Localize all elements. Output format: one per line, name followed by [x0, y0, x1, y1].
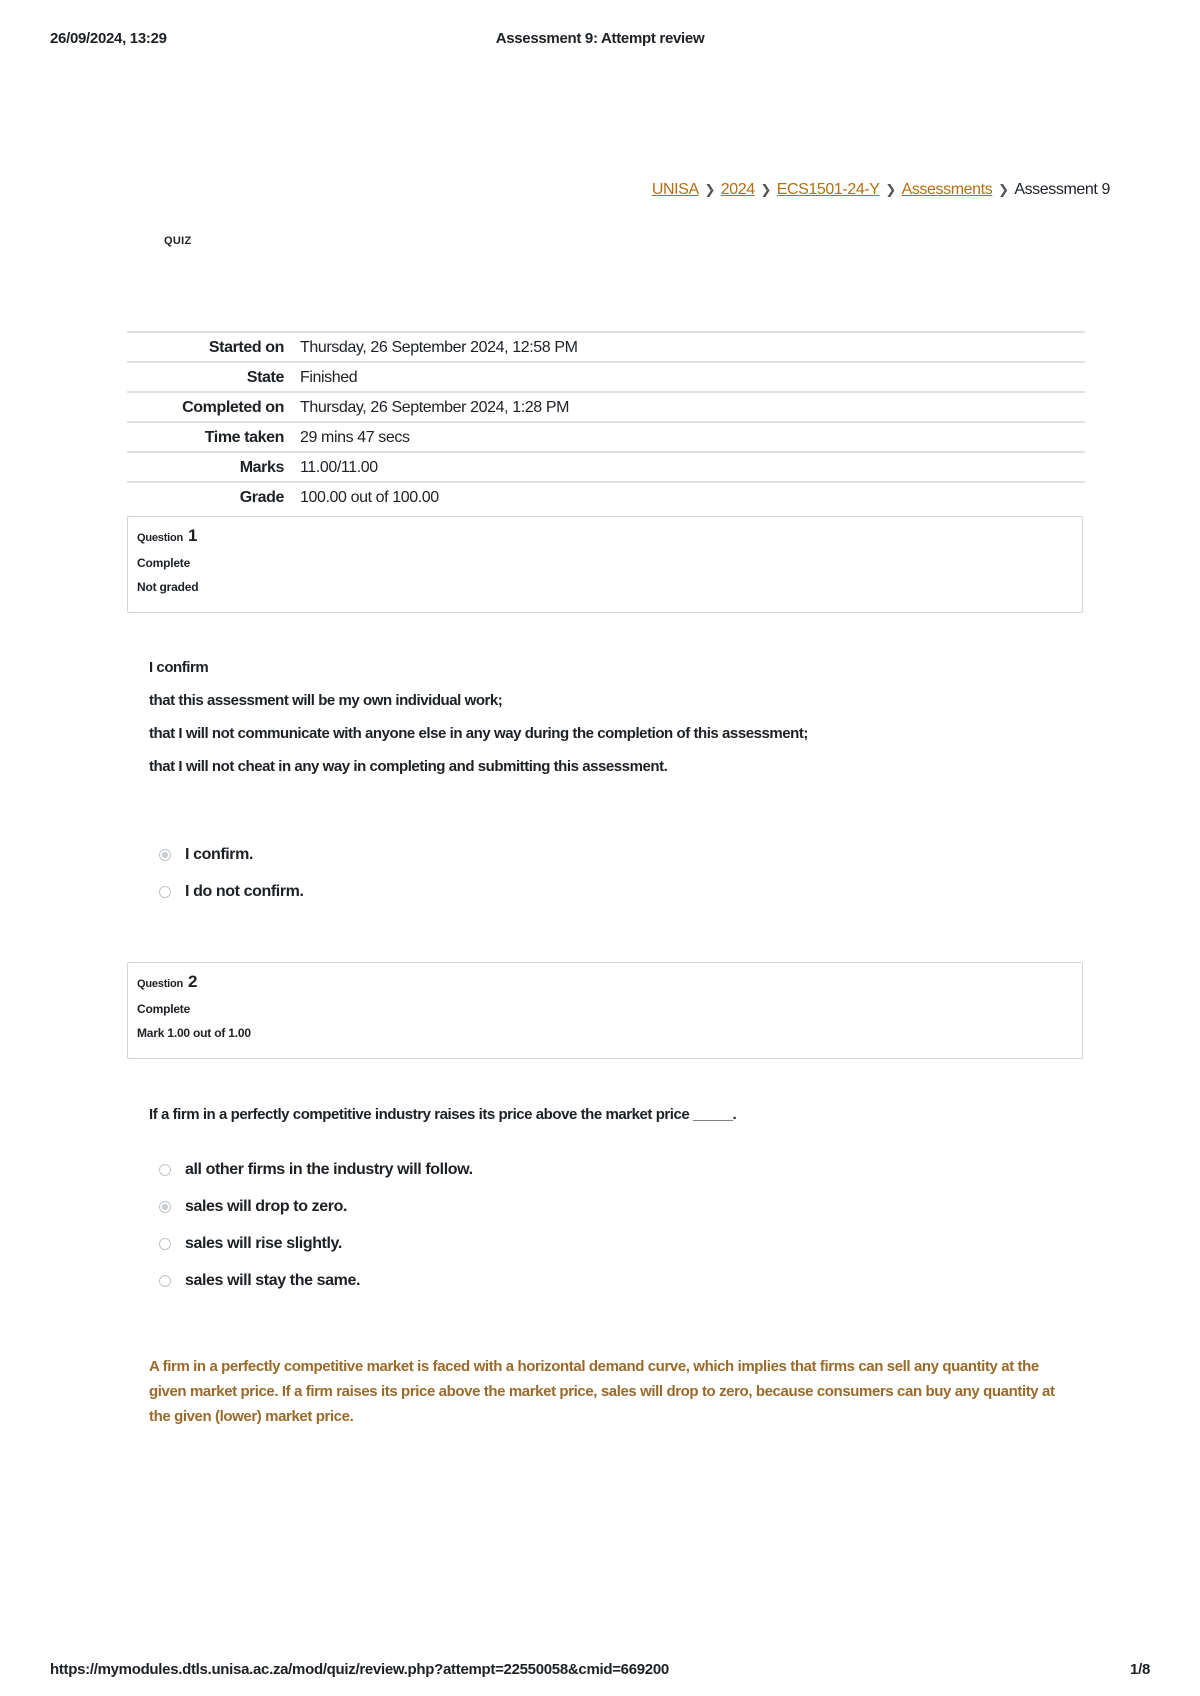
print-title: Assessment 9: Attempt review — [495, 30, 705, 47]
summary-row — [127, 452, 1085, 482]
question-2-info — [127, 962, 1083, 1059]
summary-label: Time taken — [127, 422, 300, 452]
breadcrumb-unisa[interactable]: UNISA — [651, 181, 699, 198]
answer-option[interactable] — [159, 1225, 473, 1262]
summary-value: Thursday, 26 September 2024, 12:58 PM — [300, 332, 1085, 362]
answer-label: sales will stay the same. — [185, 1271, 360, 1289]
answer-option[interactable] — [159, 873, 304, 910]
page-url: https://mymodules.dtls.unisa.ac.za/mod/quiz/review.php?attempt=22550058&cmid=669200 — [50, 1661, 669, 1678]
answer-label: sales will drop to zero. — [185, 1197, 347, 1215]
summary-label: Marks — [127, 452, 300, 482]
page-number: 1/8 — [1130, 1661, 1150, 1678]
summary-row — [127, 332, 1085, 362]
question-1-info — [127, 516, 1083, 613]
summary-label: State — [127, 362, 300, 392]
summary-row — [127, 392, 1085, 422]
question-number: Question 2 — [137, 972, 198, 991]
answer-label: all other firms in the industry will follow. — [185, 1160, 473, 1178]
summary-row — [127, 362, 1085, 392]
question-2-answers — [159, 1151, 473, 1299]
radio-button[interactable] — [159, 1275, 171, 1287]
radio-button[interactable] — [159, 1164, 171, 1176]
summary-value: Thursday, 26 September 2024, 1:28 PM — [300, 392, 1085, 422]
question-text-line: If a firm in a perfectly competitive industry raises its price above the market price _____. — [149, 1106, 737, 1123]
radio-button-selected[interactable] — [159, 849, 171, 861]
print-header — [50, 30, 1150, 50]
breadcrumb-current: Assessment 9 — [1014, 181, 1110, 198]
question-number: Question 1 — [137, 526, 198, 545]
chevron-right-icon: ❯ — [760, 182, 771, 197]
answer-option[interactable] — [159, 836, 304, 873]
question-status: Complete — [137, 1002, 191, 1016]
question-2-feedback: A firm in a perfectly competitive market is faced with a horizontal demand curve, which implies that firms can sell any quantity at the given market price. If a firm raises its price above the market price, sales will drop to zero, because consumers can buy any quantity at the given (lower) market price. — [149, 1358, 1055, 1425]
radio-button-selected[interactable] — [159, 1201, 171, 1213]
question-1-answers — [159, 836, 304, 910]
question-2-text — [149, 1106, 736, 1139]
summary-value: 29 mins 47 secs — [300, 422, 1085, 452]
question-text-line: I confirm — [149, 659, 209, 676]
summary-value: Finished — [300, 362, 1085, 392]
summary-label: Started on — [127, 332, 300, 362]
question-status: Complete — [137, 556, 191, 570]
question-1-text — [149, 659, 808, 791]
chevron-right-icon: ❯ — [885, 182, 896, 197]
summary-row — [127, 482, 1085, 511]
answer-option[interactable] — [159, 1151, 473, 1188]
answer-label: I confirm. — [185, 845, 254, 863]
quiz-label: QUIZ — [164, 235, 192, 247]
answer-label: sales will rise slightly. — [185, 1234, 342, 1252]
answer-option[interactable] — [159, 1262, 473, 1299]
radio-button[interactable] — [159, 886, 171, 898]
question-mark: Mark 1.00 out of 1.00 — [137, 1026, 251, 1040]
answer-label: I do not confirm. — [185, 882, 304, 900]
breadcrumb — [652, 181, 1110, 199]
question-text-line: that this assessment will be my own individual work; — [149, 692, 503, 709]
radio-button[interactable] — [159, 1238, 171, 1250]
print-datetime: 26/09/2024, 13:29 — [50, 30, 167, 47]
breadcrumb-assessments[interactable]: Assessments — [901, 181, 993, 198]
question-mark: Not graded — [137, 580, 199, 594]
answer-option[interactable] — [159, 1188, 473, 1225]
summary-value: 11.00/11.00 — [300, 452, 1085, 482]
chevron-right-icon: ❯ — [998, 182, 1009, 197]
summary-value: 100.00 out of 100.00 — [300, 482, 1085, 511]
summary-row — [127, 422, 1085, 452]
question-text-line: that I will not communicate with anyone else in any way during the completion of this assessment; — [149, 725, 808, 742]
question-text-line: that I will not cheat in any way in completing and submitting this assessment. — [149, 758, 668, 775]
attempt-summary-table — [127, 331, 1085, 511]
breadcrumb-course[interactable]: ECS1501-24-Y — [776, 181, 880, 198]
breadcrumb-2024[interactable]: 2024 — [720, 181, 755, 198]
summary-label: Completed on — [127, 392, 300, 422]
summary-label: Grade — [127, 482, 300, 511]
chevron-right-icon: ❯ — [704, 182, 715, 197]
